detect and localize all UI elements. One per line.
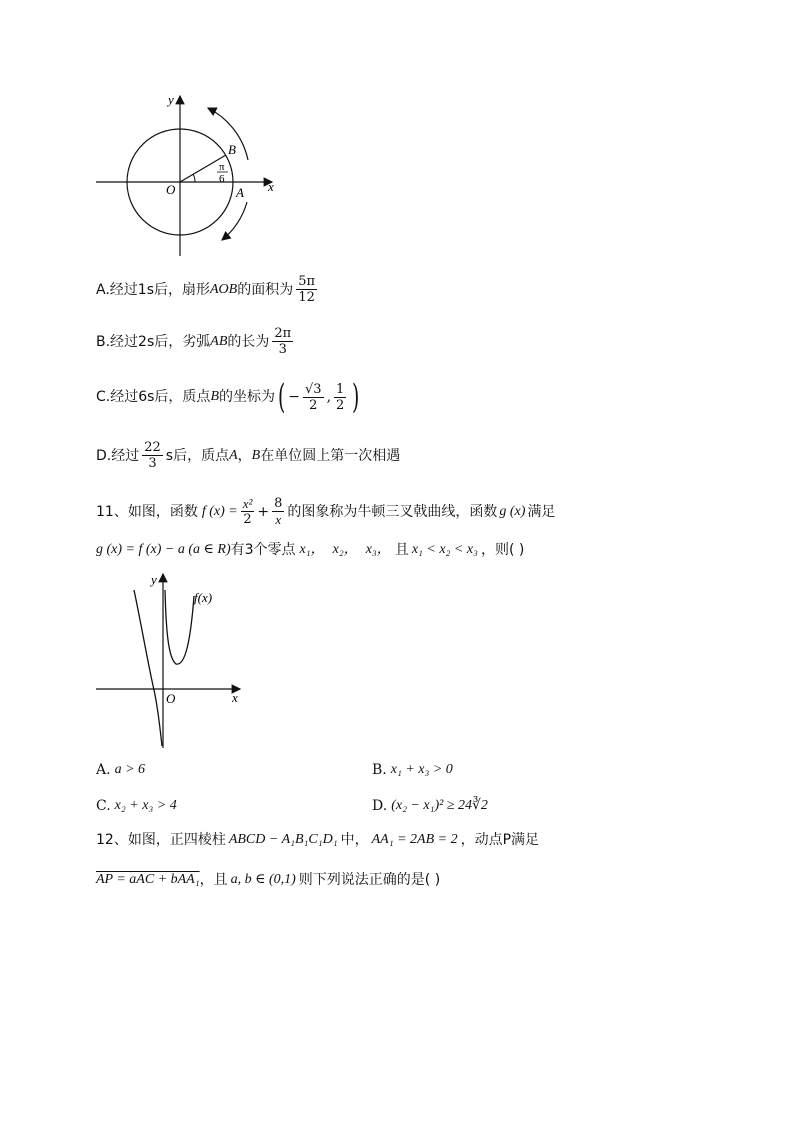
neg-sign: − bbox=[288, 389, 300, 405]
question-text: 中， bbox=[340, 832, 369, 848]
left-paren: ( bbox=[277, 377, 286, 417]
question-11-line1 bbox=[96, 496, 555, 527]
question-12-line2 bbox=[96, 870, 440, 890]
math-x1: x₁， bbox=[299, 542, 325, 557]
question-11-line2 bbox=[96, 540, 524, 560]
math-cond: a, b ∈ (0,1) bbox=[230, 872, 296, 887]
origin-label: O bbox=[166, 691, 176, 706]
question-text: ，则( ) bbox=[480, 542, 525, 558]
option-11c bbox=[96, 796, 177, 816]
option-text: D.经过 bbox=[96, 447, 140, 464]
axis-x-label: x bbox=[232, 690, 238, 705]
axis-y-label: y bbox=[151, 572, 157, 587]
comma: , bbox=[326, 389, 332, 405]
right-paren: ) bbox=[352, 377, 360, 417]
point-b-label: B bbox=[228, 142, 236, 157]
option-text: s后，质点 bbox=[165, 447, 230, 464]
fraction: $\frac{8}{x}$ bbox=[274, 496, 283, 527]
math-x2: x₂， bbox=[332, 542, 358, 557]
option-text: C.经过6s后，质点 bbox=[96, 389, 211, 405]
left-branch bbox=[134, 590, 162, 746]
option-label: C. bbox=[96, 798, 111, 814]
origin-label: O bbox=[166, 182, 176, 197]
fraction: $\frac{\text{x²}}{2}$ bbox=[242, 496, 253, 527]
plus: + bbox=[257, 503, 270, 520]
option-expr: a > 6 bbox=[114, 762, 146, 777]
separator: ， bbox=[237, 447, 252, 464]
option-label: A. bbox=[96, 762, 111, 778]
fraction: $\frac{22}{3}$ bbox=[144, 440, 161, 471]
axis-y-label: y bbox=[168, 92, 174, 107]
angle-arc bbox=[193, 174, 195, 182]
question-text: ，且 bbox=[199, 872, 228, 888]
option-11a bbox=[96, 760, 145, 780]
option-10a bbox=[96, 274, 320, 305]
var-b: B bbox=[251, 447, 261, 463]
option-expr: (x₂ − x₁)² ≥ 24∛2 bbox=[391, 798, 488, 813]
point-a-label: A bbox=[236, 185, 244, 200]
math-expr: f (x) = bbox=[201, 503, 238, 519]
math-expr: g (x) bbox=[499, 503, 526, 519]
question-text: 且 bbox=[394, 542, 409, 558]
question-12-line1 bbox=[96, 830, 539, 850]
question-text: 满足 bbox=[527, 503, 556, 520]
option-label: B. bbox=[372, 762, 387, 778]
option-text: B.经过2s后，劣弧 bbox=[96, 333, 211, 350]
var-aob: AOB bbox=[209, 281, 238, 297]
math-x3: x₃， bbox=[365, 542, 391, 557]
math-vector-eq: AP = aAC + bAA₁ bbox=[96, 872, 200, 887]
math-prism: ABCD − A₁B₁C₁D₁ bbox=[228, 832, 338, 847]
option-text: 的坐标为 bbox=[219, 389, 275, 405]
option-text: 在单位圆上第一次相遇 bbox=[260, 447, 401, 464]
question-text: 则下列说法正确的是( ) bbox=[298, 872, 441, 888]
option-text: 的长为 bbox=[227, 333, 270, 350]
var-arc-ab: AB bbox=[210, 333, 228, 349]
question-text: 12、如图，正四棱柱 bbox=[96, 832, 226, 848]
trident-curve-figure bbox=[92, 568, 252, 750]
option-expr: x₁ + x₃ > 0 bbox=[390, 762, 453, 777]
angle-numerator: π bbox=[219, 161, 225, 173]
question-text: 的图象称为牛顿三叉戟曲线，函数 bbox=[287, 503, 498, 520]
fraction: $\frac{2\pi}{3}$ bbox=[274, 326, 292, 357]
fraction: $\frac{√3}{2}$ bbox=[305, 381, 322, 413]
f-label: f(x) bbox=[194, 590, 213, 605]
option-text: 的面积为 bbox=[237, 281, 294, 298]
option-10b bbox=[96, 326, 296, 357]
option-text: A.经过1s后，扇形 bbox=[96, 281, 210, 298]
angle-denominator: 6 bbox=[219, 173, 225, 185]
axis-x-label: x bbox=[268, 179, 274, 194]
right-branch bbox=[165, 590, 194, 664]
question-text: ，动点P满足 bbox=[460, 832, 540, 848]
math-rel: AA₁ = 2AB = 2 bbox=[371, 832, 458, 847]
question-text: 有3个零点 bbox=[230, 542, 296, 558]
math-expr: g (x) = f (x) − a (a ∈ R) bbox=[96, 542, 231, 557]
question-text: 11、如图，函数 bbox=[96, 503, 198, 520]
option-expr: x₂ + x₃ > 4 bbox=[114, 798, 177, 813]
option-10c bbox=[96, 377, 363, 417]
option-10d bbox=[96, 440, 400, 471]
math-ineq: x₁ < x₂ < x₃ bbox=[411, 542, 478, 557]
option-11b bbox=[372, 760, 453, 780]
var-a: A bbox=[229, 447, 238, 463]
option-label: D. bbox=[372, 798, 388, 814]
option-11d bbox=[372, 796, 488, 816]
fraction: $\frac{5\pi}{12}$ bbox=[298, 274, 316, 305]
unit-circle-figure bbox=[92, 90, 292, 260]
fraction: $\frac{1}{2}$ bbox=[336, 381, 345, 413]
var-b: B bbox=[210, 389, 219, 404]
